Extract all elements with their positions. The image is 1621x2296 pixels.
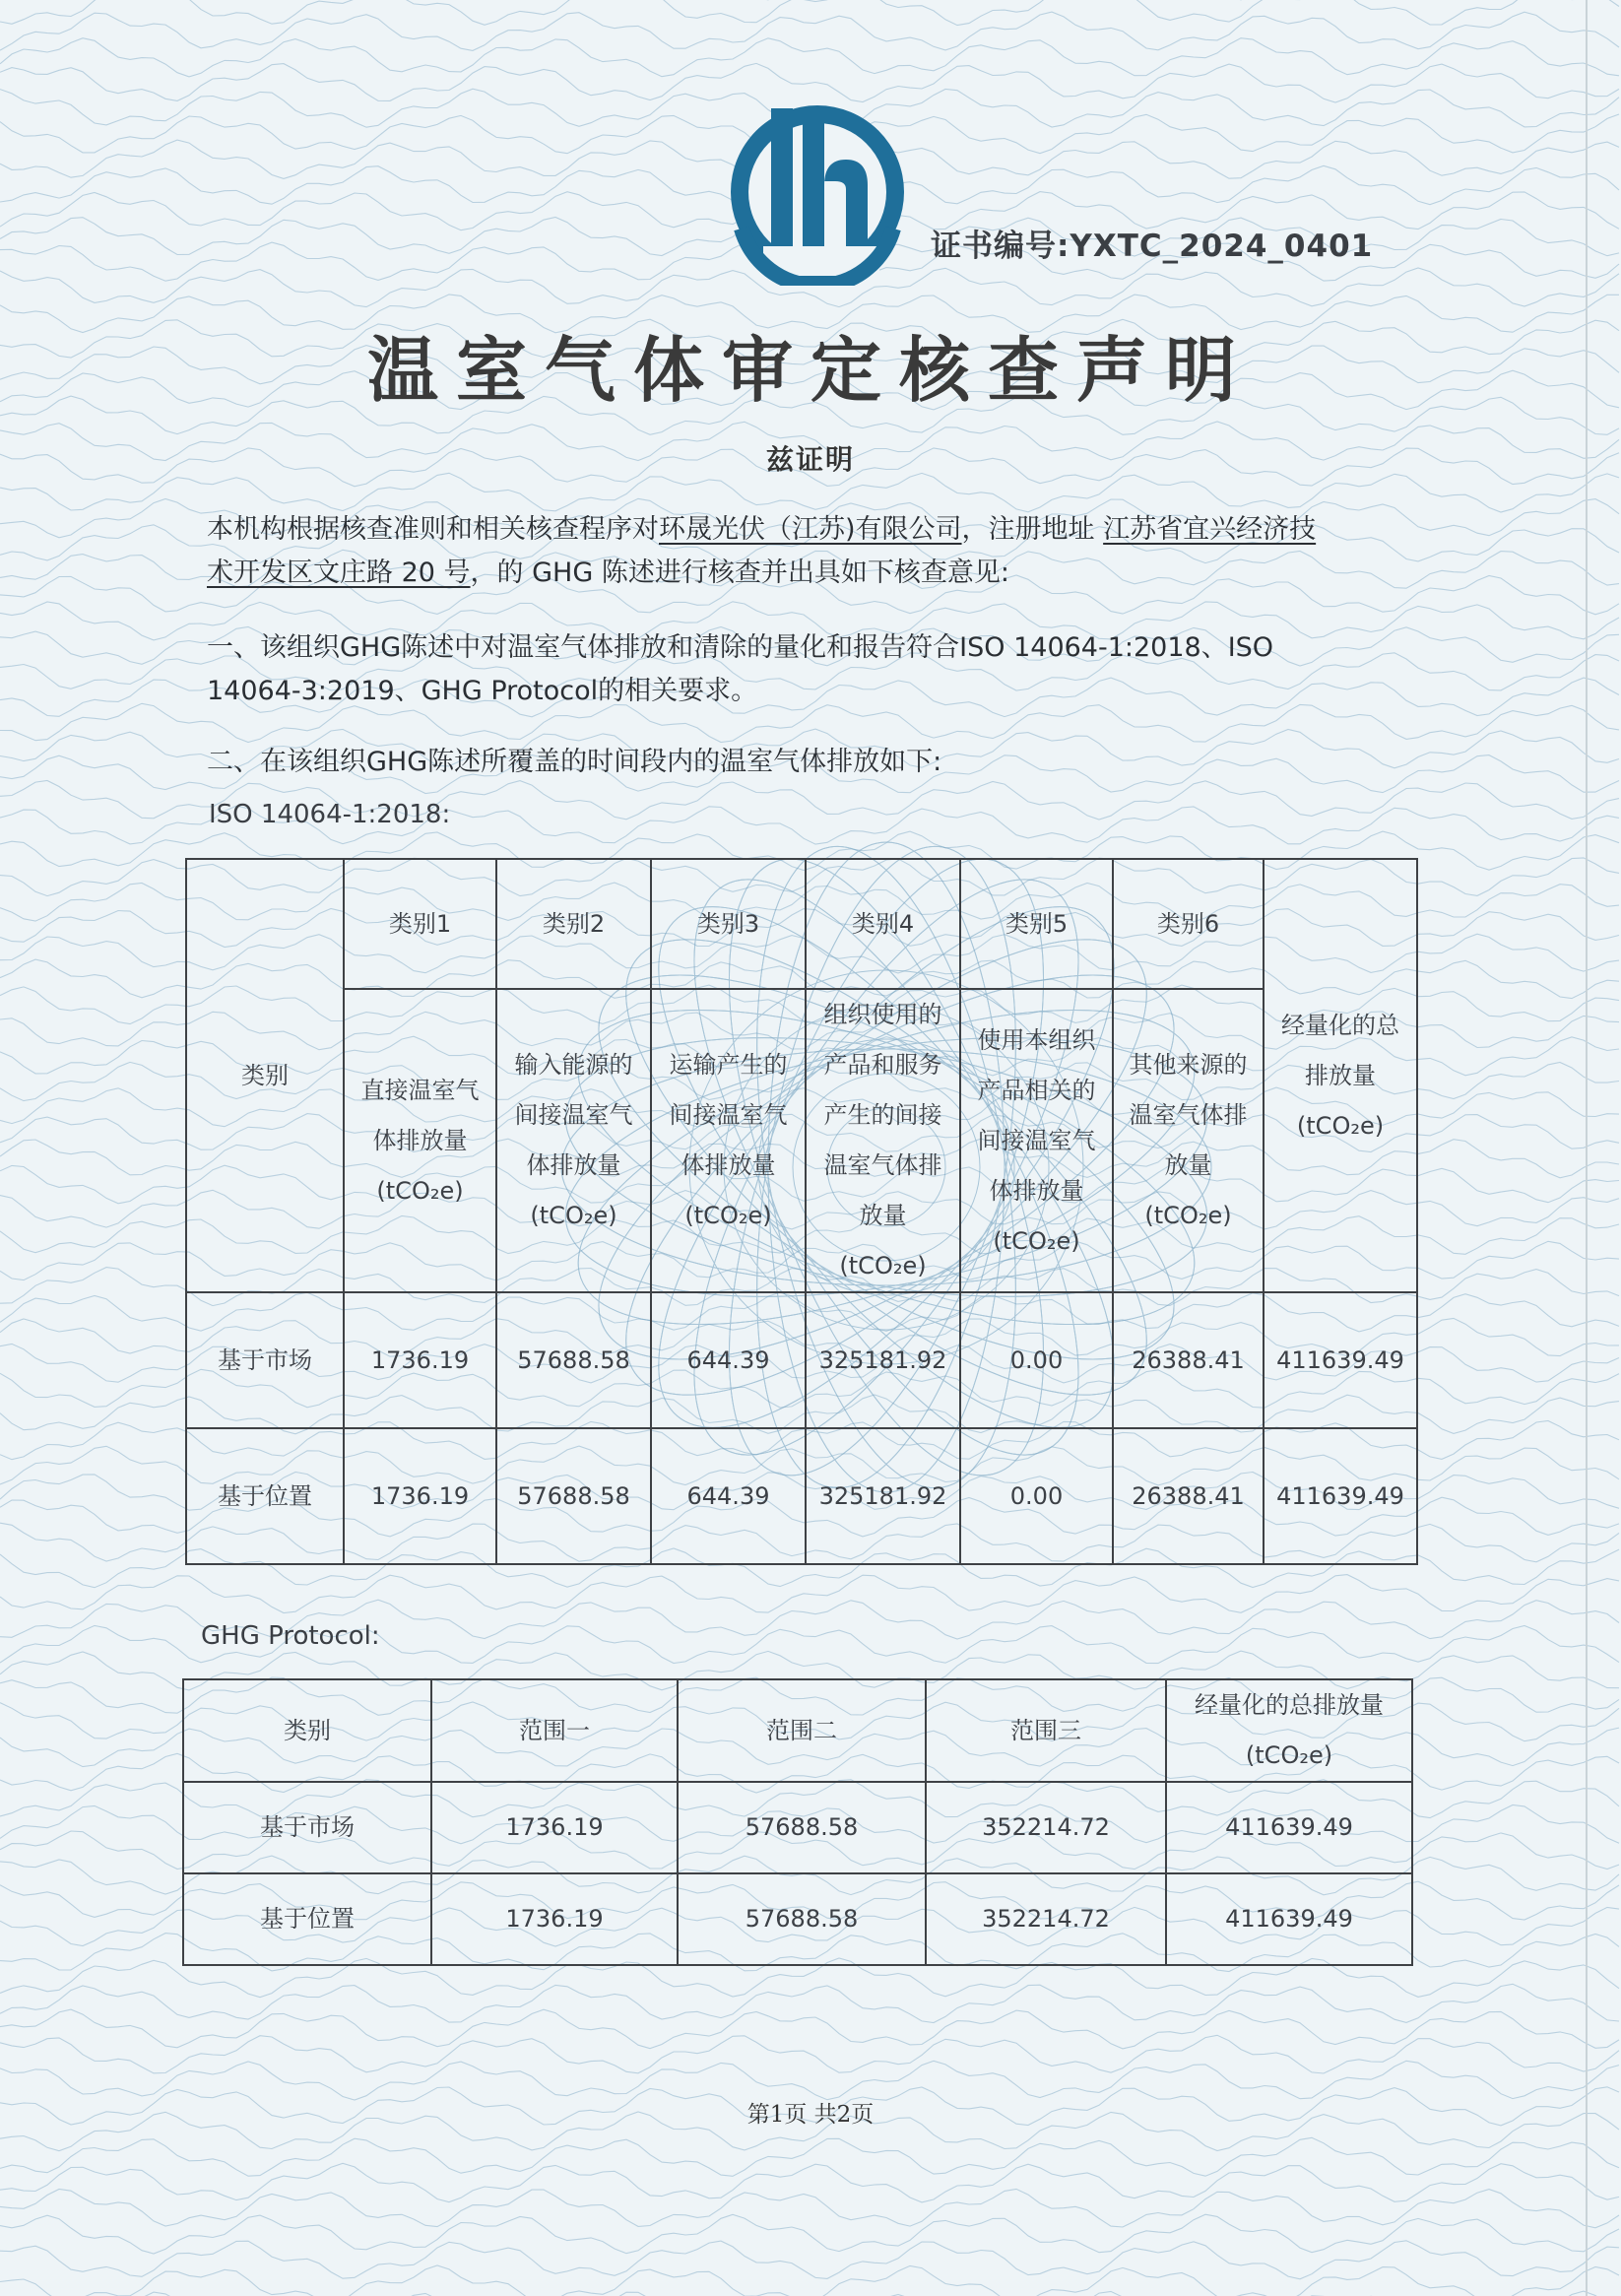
iso-row-label-market: 基于市场 — [186, 1292, 344, 1428]
ghg-header-category: 类别 — [183, 1679, 431, 1782]
address-line-1: 江苏省宜兴经济技 — [1103, 514, 1317, 545]
table-cell: 644.39 — [651, 1292, 806, 1428]
ghg-table-label: GHG Protocol: — [201, 1621, 380, 1651]
table-cell: 325181.92 — [806, 1428, 960, 1564]
table-row — [186, 1292, 1417, 1428]
table-cell: 1736.19 — [431, 1782, 678, 1873]
intro-text-b: ，注册地址 — [961, 514, 1104, 545]
table-cell: 57688.58 — [496, 1428, 651, 1564]
table-cell: 411639.49 — [1166, 1873, 1412, 1965]
table-cell: 0.00 — [960, 1428, 1113, 1564]
address-line-2: 术开发区文庄路 20 号 — [207, 558, 471, 588]
certificate-number-value: YXTC_2024_0401 — [1070, 229, 1374, 264]
ghg-protocol-table — [182, 1678, 1413, 1966]
iso-total-header — [1264, 859, 1417, 1292]
table-cell: 644.39 — [651, 1428, 806, 1564]
paragraph-emissions: 二、在该组织GHG陈述所覆盖的时间段内的温室气体排放如下: — [207, 747, 942, 777]
iso-category-1: 类别1 — [344, 859, 496, 989]
conformity-line-1: 一、该组织GHG陈述中对温室气体排放和清除的量化和报告符合ISO 14064-1:2018、ISO — [207, 632, 1274, 663]
ghg-row-label-market: 基于市场 — [183, 1782, 431, 1873]
ghg-row-label-location: 基于位置 — [183, 1873, 431, 1965]
iso-category-3: 类别3 — [651, 859, 806, 989]
iso-row-label-location: 基于位置 — [186, 1428, 344, 1564]
table-cell: 352214.72 — [926, 1782, 1166, 1873]
iso-description-3: 运输产生的 间接温室气 体排放量 (tCO₂e) — [651, 989, 806, 1292]
iso-total-header-text: 经量化的总 排放量 (tCO₂e) — [1281, 1011, 1399, 1140]
iso-description-2: 输入能源的 间接温室气 体排放量 (tCO₂e) — [496, 989, 651, 1292]
iso-category-6: 类别6 — [1113, 859, 1264, 989]
table-cell: 325181.92 — [806, 1292, 960, 1428]
iso-category-5: 类别5 — [960, 859, 1113, 989]
iso-description-6: 其他来源的 温室气体排 放量 (tCO₂e) — [1113, 989, 1264, 1292]
table-cell: 57688.58 — [678, 1873, 926, 1965]
document-subtitle: 兹证明 — [765, 443, 855, 476]
document-title: 温室气体审定核查声明 — [366, 328, 1254, 412]
company-name: 环晟光伏（江苏)有限公司 — [659, 514, 962, 545]
table-cell: 1736.19 — [344, 1292, 496, 1428]
table-cell: 26388.41 — [1113, 1428, 1264, 1564]
table-cell: 411639.49 — [1264, 1428, 1417, 1564]
intro-text-c: ，的 GHG 陈述进行核查并出具如下核查意见: — [470, 558, 1009, 588]
iso-description-4: 组织使用的 产品和服务 产生的间接 温室气体排 放量 (tCO₂e) — [806, 989, 960, 1292]
iso-row-header: 类别 — [186, 859, 344, 1292]
table-cell: 1736.19 — [344, 1428, 496, 1564]
ghg-header-scope-3: 范围三 — [926, 1679, 1166, 1782]
iso-emissions-table — [185, 858, 1418, 1565]
table-row — [183, 1782, 1412, 1873]
ghg-header-scope-1: 范围一 — [431, 1679, 678, 1782]
table-row — [183, 1873, 1412, 1965]
table-cell: 352214.72 — [926, 1873, 1166, 1965]
intro-text-a: 本机构根据核查准则和相关核查程序对 — [207, 514, 659, 545]
table-cell: 411639.49 — [1264, 1292, 1417, 1428]
certificate-number — [931, 221, 1373, 265]
table-cell: 57688.58 — [496, 1292, 651, 1428]
iso-category-2: 类别2 — [496, 859, 651, 989]
company-logo — [724, 98, 911, 286]
table-cell: 411639.49 — [1166, 1782, 1412, 1873]
iso-description-5: 使用本组织 产品相关的 间接温室气 体排放量 (tCO₂e) — [960, 989, 1113, 1292]
table-cell: 57688.58 — [678, 1782, 926, 1873]
iso-description-1: 直接温室气 体排放量 (tCO₂e) — [344, 989, 496, 1292]
ghg-header-scope-2: 范围二 — [678, 1679, 926, 1782]
page-number: 第1页 共2页 — [746, 2102, 875, 2128]
certificate-number-label: 证书编号: — [931, 229, 1070, 264]
ghg-header-total: 经量化的总排放量 (tCO₂e) — [1166, 1679, 1412, 1782]
paragraph-conformity — [207, 626, 1428, 713]
table-cell: 0.00 — [960, 1292, 1113, 1428]
table-cell: 26388.41 — [1113, 1292, 1264, 1428]
iso-table-label: ISO 14064-1:2018: — [209, 800, 451, 829]
conformity-line-2: 14064-3:2019、GHG Protocol的相关要求。 — [207, 676, 758, 706]
iso-category-4: 类别4 — [806, 859, 960, 989]
table-row — [186, 1428, 1417, 1564]
table-cell: 1736.19 — [431, 1873, 678, 1965]
paragraph-intro — [207, 508, 1428, 595]
